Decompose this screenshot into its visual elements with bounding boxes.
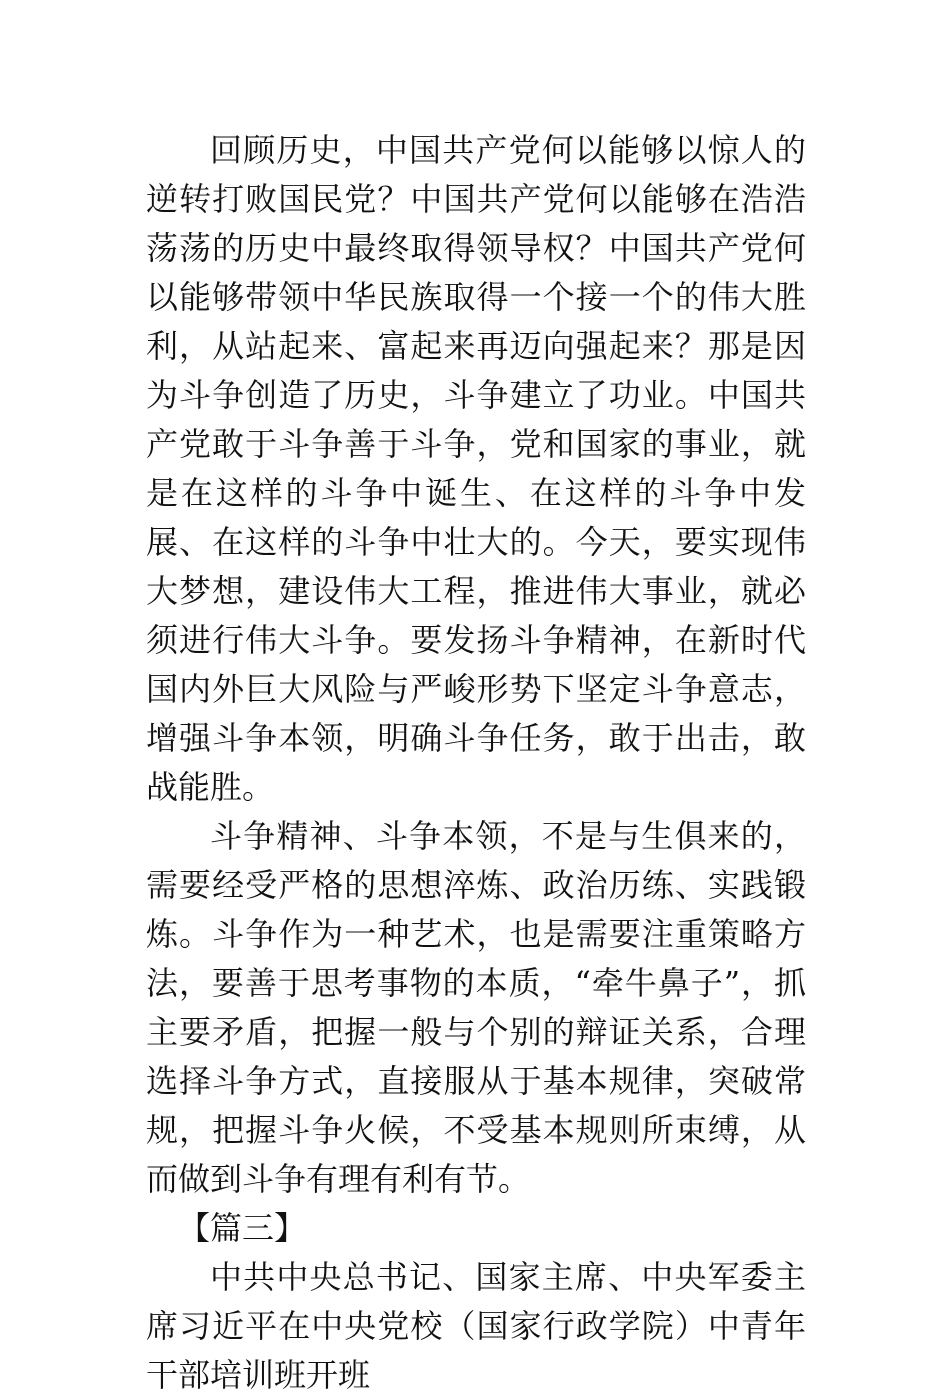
document-page	[146, 126, 806, 1400]
paragraph-3: 中共中央总书记、国家主席、中央军委主席习近平在中央党校（国家行政学院）中青年干部培训班开班	[146, 1258, 806, 1394]
paragraph-2: 斗争精神、斗争本领，不是与生俱来的，需要经受严格的思想淬炼、政治历练、实践锻炼。斗争作为一种艺术，也是需要注重策略方法，要善于思考事物的本质，“牵牛鼻子”，抓主要矛盾，把握一般与个别的辩证关系，合理选择斗争方式，直接服从于基本规律，突破常规，把握斗争火候，不受基本规则所束缚，从而做到斗争有理有利有节。	[146, 817, 806, 1198]
paragraph-1: 回顾历史，中国共产党何以能够以惊人的逆转打败国民党？中国共产党何以能够在浩浩荡荡的历史中最终取得领导权？中国共产党何以能够带领中华民族取得一个接一个的伟大胜利，从站起来、富起来再迈向强起来？那是因为斗争创造了历史，斗争建立了功业。中国共产党敢于斗争善于斗争，党和国家的事业，就是在这样的斗争中诞生、在这样的斗争中发展、在这样的斗争中壮大的。今天，要实现伟大梦想，建设伟大工程，推进伟大事业，就必须进行伟大斗争。要发扬斗争精神，在新时代国内外巨大风险与严峻形势下坚定斗争意志，增强斗争本领，明确斗争任务，敢于出击，敢战能胜。	[146, 131, 806, 806]
section-heading: 【篇三】	[178, 1209, 307, 1247]
